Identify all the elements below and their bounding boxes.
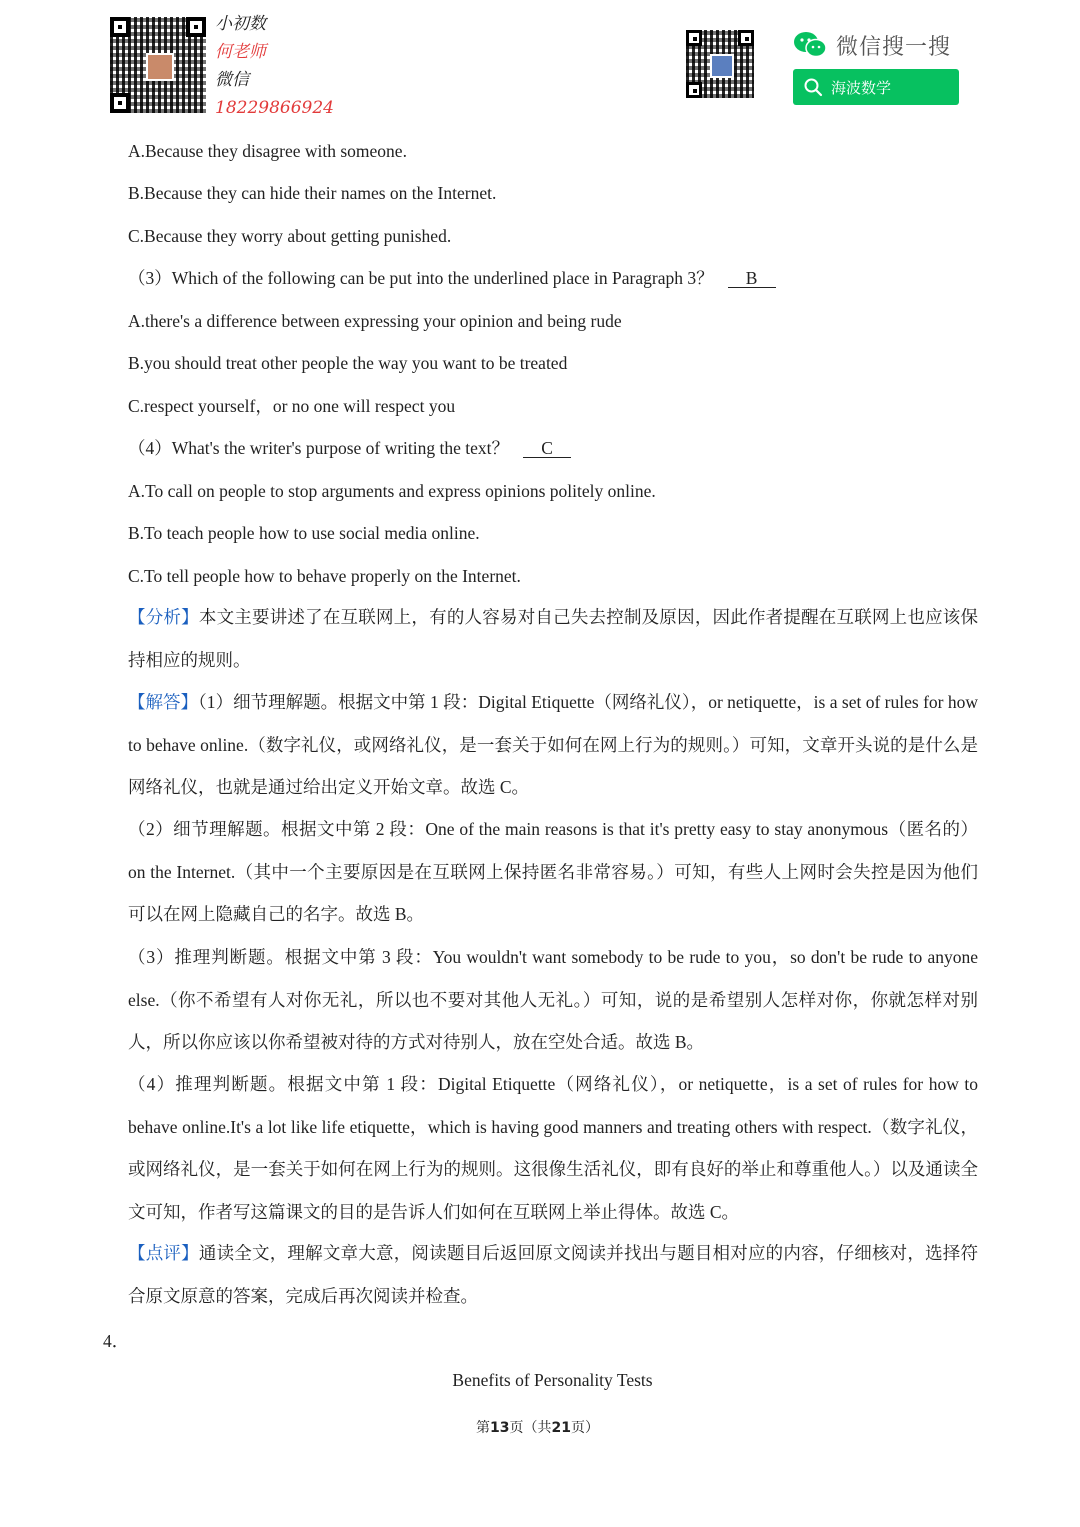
q4-option-b: B.To teach people how to use social media online.	[128, 523, 480, 543]
q4-text: （4）What's the writer's purpose of writing the text？	[128, 438, 510, 458]
q4-option-a: A.To call on people to stop arguments and express opinions politely online.	[128, 481, 656, 501]
contact-line-3: 微信	[215, 70, 249, 90]
contact-phone: 18229866924	[215, 98, 334, 118]
comment-paragraph	[128, 1232, 978, 1317]
contact-block	[215, 10, 334, 122]
contact-line-2: 何老师	[215, 42, 266, 62]
footer-total-pages: 21	[551, 1420, 571, 1436]
footer-middle: 页（共	[509, 1420, 552, 1436]
comment-tag: 【点评】	[128, 1243, 199, 1263]
contact-line-1: 小初数	[215, 14, 266, 34]
page-footer	[0, 1417, 1075, 1437]
footer-prefix: 第	[476, 1420, 491, 1436]
q2-option-b: B.Because they can hide their names on the Internet.	[128, 183, 497, 203]
search-button[interactable]	[793, 69, 959, 105]
qr-code-left	[110, 17, 206, 113]
q2-option-a: A.Because they disagree with someone.	[128, 141, 407, 161]
q4-question	[128, 436, 571, 460]
footer-page-number: 13	[490, 1420, 510, 1436]
search-icon	[803, 77, 823, 97]
q3-text: （3）Which of the following can be put into the underlined place in Paragraph 3？	[128, 268, 714, 288]
question-number: 4．	[103, 1331, 130, 1351]
q3-option-c: C.respect yourself，or no one will respect you	[128, 396, 456, 416]
answer-paragraph-3: （3）推理判断题。根据文中第 3 段：You wouldn't want somebody to be rude to you，so don't be rude to anyone else.（你不希望有人对你无礼，所以也不要对其他人无礼。）可知，说的是希望别人怎样对你，你就怎样对别人，所以你应该以你希望被对待的方式对待别人，放在空处合适。故选 B。	[128, 947, 978, 1052]
comment-text: 通读全文，理解文章大意，阅读题目后返回原文阅读并找出与题目相对应的内容，仔细核对，选择符合原文原意的答案，完成后再次阅读并检查。	[128, 1243, 979, 1306]
q4-option-c: C.To tell people how to behave properly on the Internet.	[128, 566, 521, 586]
passage-title: Benefits of Personality Tests	[452, 1370, 653, 1390]
analysis-text: 本文主要讲述了在互联网上，有的人容易对自己失去控制及原因，因此作者提醒在互联网上也应该保持相应的规则。	[128, 607, 979, 670]
answer-tag: 【解答】	[128, 692, 199, 712]
q3-answer-blank: B	[728, 269, 776, 288]
answer-paragraph-4: （4）推理判断题。根据文中第 1 段：Digital Etiquette（网络礼仪），or netiquette，is a set of rules for how to behave online.It's a lot like life etiquette，which is having good manners and treating others with respect.（数字礼仪，或网络礼仪，是一套关于如何在网上行为的规则。这很像生活礼仪，即有良好的举止和尊重他人。）以及通读全文可知，作者写这篇课文的目的是告诉人们如何在互联网上举止得体。故选 C。	[128, 1074, 978, 1222]
q3-option-a: A.there's a difference between expressing your opinion and being rude	[128, 311, 622, 331]
footer-suffix: 页）	[570, 1420, 599, 1436]
answer-text-1: （1）细节理解题。根据文中第 1 段：Digital Etiquette（网络礼仪），or netiquette，is a set of rules for how to behave online.（数字礼仪，或网络礼仪，是一套关于如何在网上行为的规则。）可知，文章开头说的是什么是网络礼仪，也就是通过给出定义开始文章。故选 C。	[128, 692, 979, 797]
analysis-tag: 【分析】	[128, 607, 199, 627]
wechat-icon	[793, 30, 829, 60]
wechat-search-title: 微信搜一搜	[836, 35, 952, 60]
qr-code-right	[686, 30, 754, 98]
q2-option-c: C.Because they worry about getting punished.	[128, 226, 452, 246]
q3-question	[128, 266, 776, 290]
answer-paragraph-1	[128, 681, 978, 809]
answer-paragraph-2: （2）细节理解题。根据文中第 2 段：One of the main reasons is that it's pretty easy to stay anonymous（匿名的） on the Internet.（其中一个主要原因是在互联网上保持匿名非常容易。）可知，有些人上网时会失控是因为他们可以在网上隐藏自己的名字。故选 B。	[128, 819, 978, 924]
q4-answer-blank: C	[523, 439, 571, 458]
search-label: 海波数学	[831, 78, 892, 97]
q3-option-b: B.you should treat other people the way you want to be treated	[128, 353, 568, 373]
analysis-paragraph	[128, 596, 978, 681]
